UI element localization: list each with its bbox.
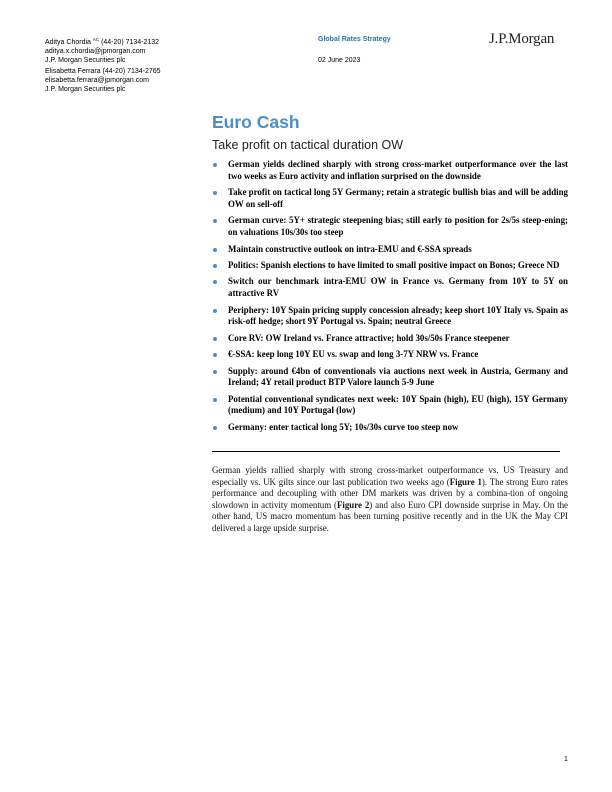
key-points-list [212, 159, 568, 438]
bullet-icon [213, 426, 217, 430]
author-2-firm: J.P. Morgan Securities plc [45, 86, 126, 93]
figure-1-reference[interactable]: Figure 1 [449, 476, 482, 487]
series-label: Global Rates Strategy [318, 36, 391, 43]
bullet-icon [213, 219, 217, 223]
author-2-line: Elisabetta Ferrara (44-20) 7134-2765 [45, 68, 161, 75]
key-point: Periphery: 10Y Spain pricing supply concession already; keep short 10Y Italy vs. Spain as risk-off hedge; short 9Y Portugal vs. Spain; neutral Greece [212, 305, 568, 329]
key-point: Maintain constructive outlook on intra-EMU and €-SSA spreads [212, 244, 568, 256]
page-number: 1 [564, 756, 568, 763]
section-divider [212, 451, 560, 452]
key-point: Take profit on tactical long 5Y Germany; retain a strategic bullish bias and will be adding OW on sell-off [212, 187, 568, 211]
key-point: Switch our benchmark intra-EMU OW in France vs. Germany from 10Y to 5Y on attractive RV [212, 276, 568, 300]
key-point: Germany: enter tactical long 5Y; 10s/30s curve too steep now [212, 422, 568, 434]
bullet-icon [213, 280, 217, 284]
key-point: Supply: around €4bn of conventionals via auctions next week in Austria, Germany and Ireland; 4Y retail product BTP Valore launch 5-9 June [212, 366, 568, 390]
bullet-icon [213, 398, 217, 402]
bullet-icon [213, 163, 217, 167]
bullet-icon [213, 191, 217, 195]
author-2-email[interactable]: elisabetta.ferrara@jpmorgan.com [45, 77, 149, 84]
figure-2-reference[interactable]: Figure 2 [336, 499, 370, 510]
author-1-sup: AC [92, 37, 100, 42]
bullet-icon [213, 337, 217, 341]
bullet-icon [213, 353, 217, 357]
bullet-icon [213, 309, 217, 313]
key-point: German yields declined sharply with strong cross-market outperformance over the last two weeks as Euro activity and inflation surprised on the downside [212, 159, 568, 183]
author-block [45, 35, 161, 94]
bullet-icon [213, 248, 217, 252]
author-1-line: Aditya Chordia $^{AC}$ (44-20) 7134-2132 [45, 37, 160, 46]
key-point: €-SSA: keep long 10Y EU vs. swap and long 3-7Y NRW vs. France [212, 349, 568, 361]
key-point: Potential conventional syndicates next week: 10Y Spain (high), EU (high), 15Y Germany (medium) and 10Y Portugal (low) [212, 394, 568, 418]
publication-date: 02 June 2023 [318, 57, 361, 64]
bullet-icon [213, 370, 217, 374]
key-point: Politics: Spanish elections to have limited to small positive impact on Bonos; Greece ND [212, 260, 568, 272]
author-1-email[interactable]: aditya.x.chordia@jpmorgan.com [45, 48, 146, 55]
jpmorgan-logo: J.P.Morgan [489, 31, 555, 47]
body-paragraph: German yields rallied sharply with strong cross-market outperformance vs. US Treasury and especially vs. UK gilts since our last publication two weeks ago (Figure 1). The strong Euro rates performance and decoupling with other DM markets was driven by a combina-tion of ongoing slowdown in activity momentum (Figure 2) and also Euro CPI downside surprise in May. On the other hand, US macro momentum has been turning positive recently and in the UK the May CPI delivered a large upside surprise. [212, 465, 569, 533]
key-point: German curve: 5Y+ strategic steepening bias; still early to position for 2s/5s steep-ening; on valuations 10s/30s too steep [212, 215, 568, 239]
document-subtitle: Take profit on tactical duration OW [212, 138, 404, 152]
bullet-icon [213, 264, 217, 268]
key-point: Core RV: OW Ireland vs. France attractive; hold 30s/50s France steepener [212, 333, 568, 345]
author-1-firm: J.P. Morgan Securities plc [45, 57, 126, 64]
document-title: Euro Cash [212, 112, 300, 132]
